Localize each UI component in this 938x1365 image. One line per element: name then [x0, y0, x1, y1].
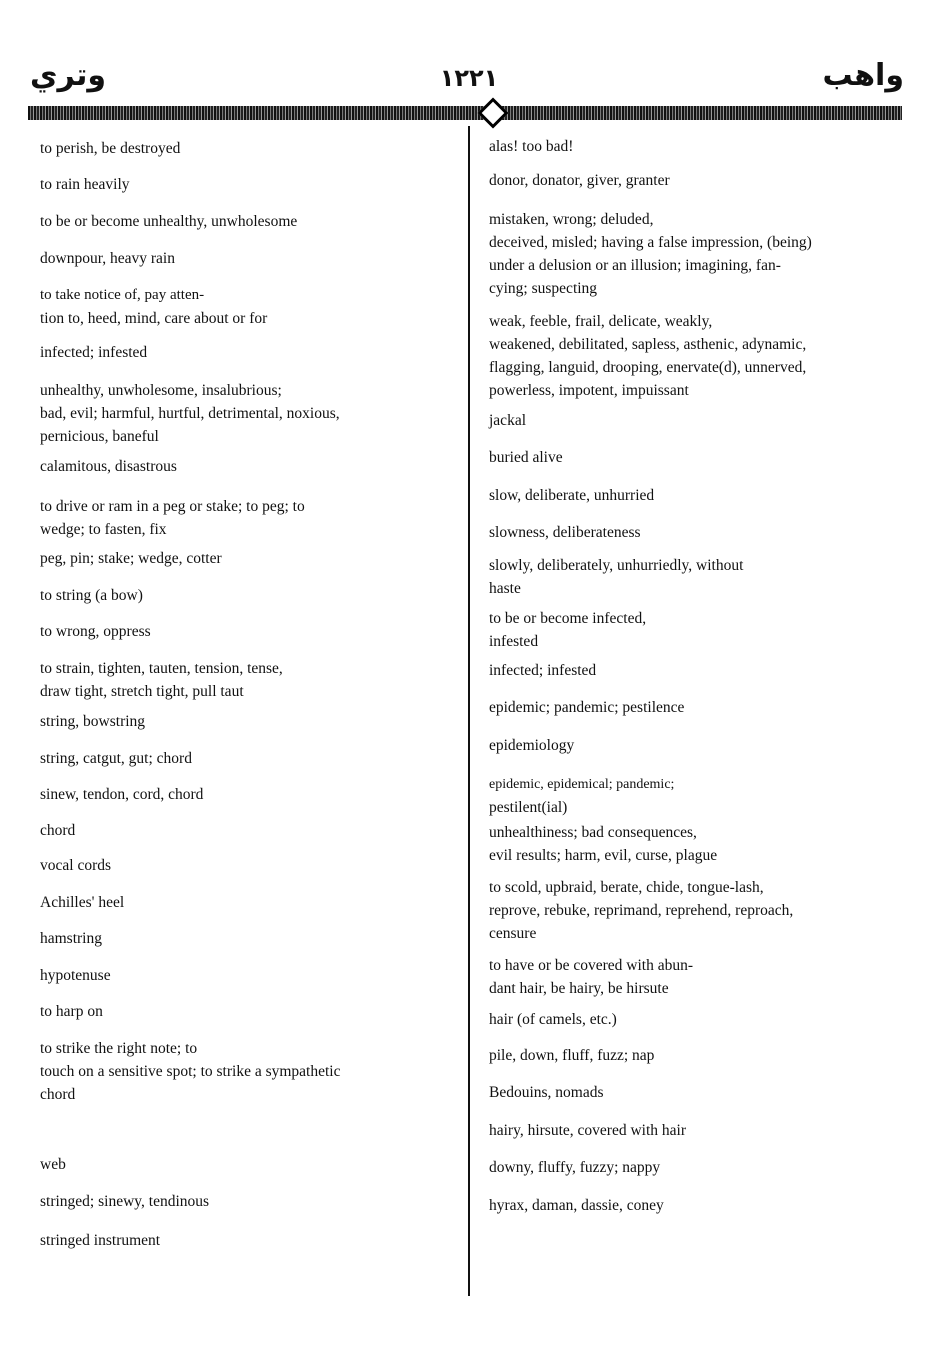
- english-definition-line: downpour, heavy rain: [40, 250, 175, 267]
- english-definition-line: alas! too bad!: [489, 138, 574, 155]
- english-definition-line: slow, deliberate, unhurried: [489, 487, 655, 504]
- english-definition-line: unhealthy, unwholesome, insalubrious;: [40, 382, 282, 399]
- english-definition-line: to rain heavily: [40, 176, 130, 193]
- english-definition-line: downy, fluffy, fuzzy; nappy: [489, 1159, 661, 1176]
- english-definition-line: vocal cords: [40, 857, 112, 874]
- running-header-right-word: واهب: [822, 58, 904, 93]
- english-definition-line: to have or be covered with abun-: [489, 957, 694, 974]
- english-definition-line: tion to, heed, mind, care about or for: [40, 310, 268, 327]
- english-definition-line: epidemiology: [489, 737, 575, 754]
- english-definition-line: stringed; sinewy, tendinous: [40, 1193, 210, 1210]
- english-definition-line: epidemic; pandemic; pestilence: [489, 699, 685, 716]
- english-definition-line: string, bowstring: [40, 713, 146, 730]
- english-definition-line: evil results; harm, evil, curse, plague: [489, 847, 718, 864]
- english-definition-line: jackal: [489, 412, 527, 429]
- english-definition-line: calamitous, disastrous: [40, 458, 177, 475]
- english-definition-line: infected; infested: [40, 344, 148, 361]
- english-definition-line: epidemic, epidemical; pandemic;: [489, 777, 675, 792]
- english-definition-line: to strain, tighten, tauten, tension, tense,: [40, 660, 283, 677]
- english-definition-line: to string (a bow): [40, 587, 143, 604]
- english-definition-line: to perish, be destroyed: [40, 140, 181, 157]
- english-definition-line: chord: [40, 1086, 76, 1103]
- english-definition-line: hypotenuse: [40, 967, 111, 984]
- english-definition-line: wedge; to fasten, fix: [40, 521, 167, 538]
- running-header-left-word: وتري: [30, 58, 107, 93]
- english-definition-line: deceived, misled; having a false impression, (being): [489, 234, 812, 251]
- english-definition-line: hair (of camels, etc.): [489, 1011, 617, 1028]
- english-definition-line: to wrong, oppress: [40, 623, 151, 640]
- page-number: ١٢٢١: [439, 64, 499, 92]
- english-definition-line: to strike the right note; to: [40, 1040, 198, 1057]
- english-definition-line: string, catgut, gut; chord: [40, 750, 192, 767]
- english-definition-line: weakened, debilitated, sapless, asthenic, adynamic,: [489, 336, 807, 353]
- english-definition-line: pernicious, baneful: [40, 428, 159, 445]
- english-definition-line: slowly, deliberately, unhurriedly, without: [489, 557, 744, 574]
- english-definition-line: touch on a sensitive spot; to strike a sympathetic: [40, 1063, 341, 1080]
- english-definition-line: unhealthiness; bad consequences,: [489, 824, 697, 841]
- header-diamond-ornament: [477, 97, 508, 128]
- english-definition-line: powerless, impotent, impuissant: [489, 382, 689, 399]
- english-definition-line: to harp on: [40, 1003, 103, 1020]
- english-definition-line: slowness, deliberateness: [489, 524, 641, 541]
- english-definition-line: to drive or ram in a peg or stake; to peg; to: [40, 498, 305, 515]
- english-definition-line: Achilles' heel: [40, 894, 125, 911]
- english-definition-line: reprove, rebuke, reprimand, reprehend, reproach,: [489, 902, 794, 919]
- english-definition-line: draw tight, stretch tight, pull taut: [40, 683, 244, 700]
- english-definition-line: to be or become unhealthy, unwholesome: [40, 213, 298, 230]
- english-definition-line: chord: [40, 822, 76, 839]
- english-definition-line: buried alive: [489, 449, 563, 466]
- english-definition-line: under a delusion or an illusion; imagining, fan-: [489, 257, 781, 274]
- english-definition-line: donor, donator, giver, granter: [489, 172, 670, 189]
- header-rule-left: [28, 106, 488, 120]
- english-definition-line: to scold, upbraid, berate, chide, tongue-lash,: [489, 879, 764, 896]
- english-definition-line: Bedouins, nomads: [489, 1084, 604, 1101]
- english-definition-line: hyrax, daman, dassie, coney: [489, 1197, 664, 1214]
- english-definition-line: sinew, tendon, cord, chord: [40, 786, 204, 803]
- english-definition-line: infected; infested: [489, 662, 597, 679]
- english-definition-line: bad, evil; harmful, hurtful, detrimental, noxious,: [40, 405, 340, 422]
- english-definition-line: dant hair, be hairy, be hirsute: [489, 980, 669, 997]
- english-definition-line: haste: [489, 580, 521, 597]
- english-definition-line: pile, down, fluff, fuzz; nap: [489, 1047, 655, 1064]
- english-definition-line: weak, feeble, frail, delicate, weakly,: [489, 313, 713, 330]
- english-definition-line: cying; suspecting: [489, 280, 598, 297]
- english-definition-line: infested: [489, 633, 539, 650]
- header-rule-right: [496, 106, 902, 120]
- column-divider: [468, 126, 470, 1296]
- english-definition-line: pestilent(ial): [489, 799, 568, 816]
- english-definition-line: flagging, languid, drooping, enervate(d), unnerved,: [489, 359, 807, 376]
- english-definition-line: web: [40, 1156, 66, 1173]
- english-definition-line: to be or become infected,: [489, 610, 647, 627]
- english-definition-line: to take notice of, pay atten-: [40, 287, 205, 303]
- english-definition-line: hamstring: [40, 930, 102, 947]
- english-definition-line: hairy, hirsute, covered with hair: [489, 1122, 686, 1139]
- english-definition-line: peg, pin; stake; wedge, cotter: [40, 550, 222, 567]
- english-definition-line: stringed instrument: [40, 1232, 161, 1249]
- english-definition-line: censure: [489, 925, 537, 942]
- english-definition-line: mistaken, wrong; deluded,: [489, 211, 654, 228]
